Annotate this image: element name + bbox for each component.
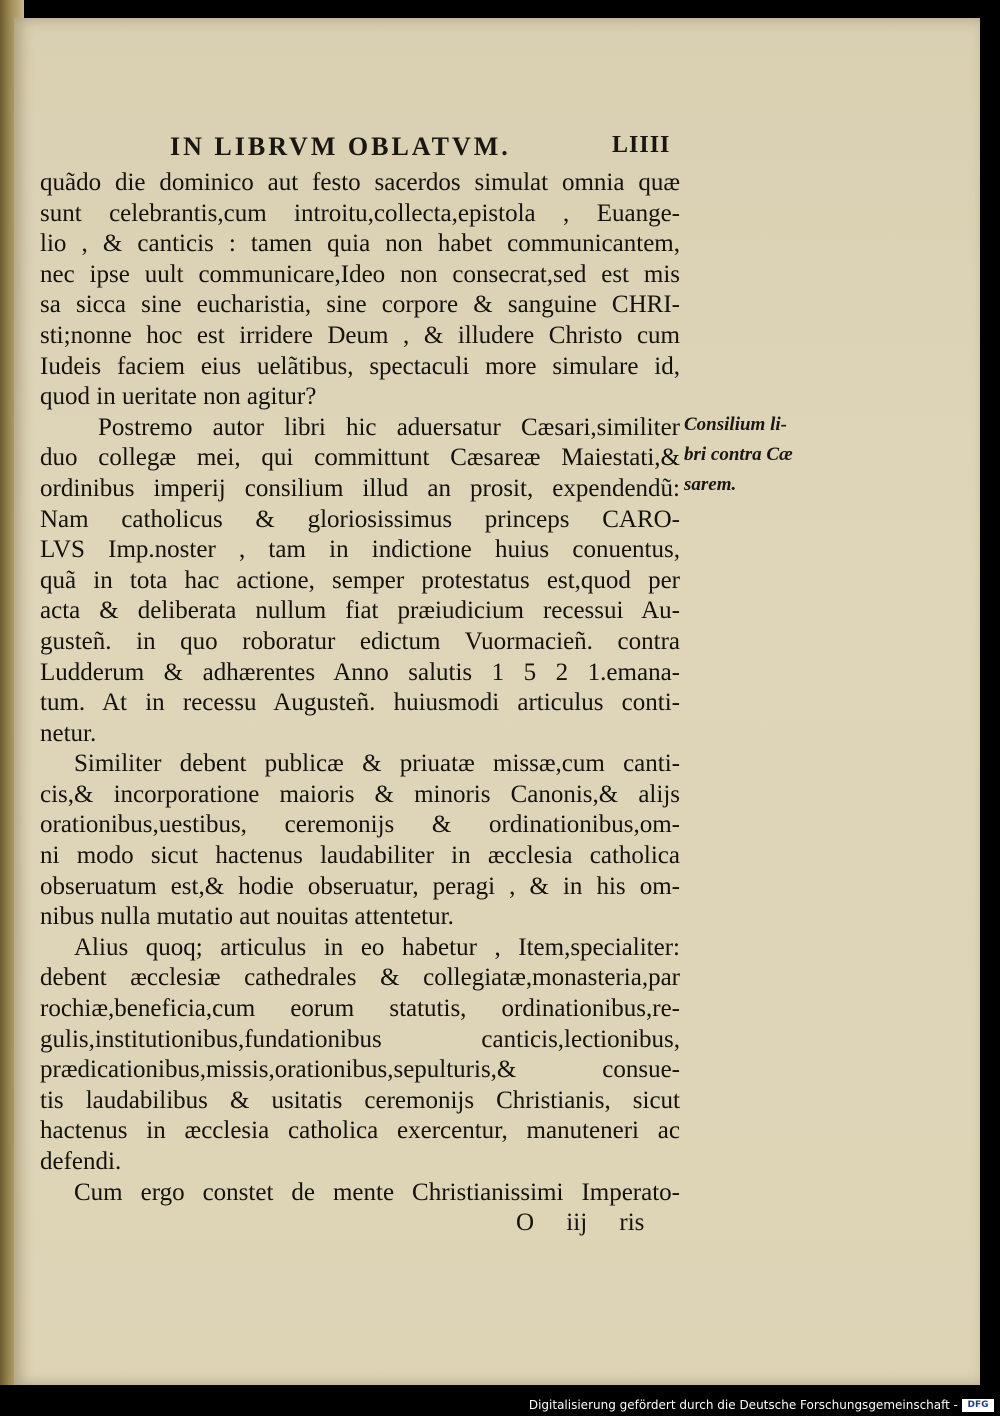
text-line: Cum ergo constet de mente Christianissimi Imperato- [74,1178,680,1206]
text-line: debent æcclesiæ cathedrales & collegiatæ,monasteria,par [40,964,680,992]
text-line: netur. [40,719,97,747]
text-line: ni modo sicut hactenus laudabiliter in æcclesia catholica [40,842,680,870]
text-line: Alius quoq; articulus in eo habetur , Item,specialiter: [74,933,680,961]
text-line: prædicationibus,missis,orationibus,sepulturis,& consue- [40,1056,680,1084]
text-line: defendi. [40,1148,122,1175]
text-line: nibus nulla mutatio aut nouitas attentetur. [40,903,454,931]
text-line: hactenus in æcclesia catholica exercentur, manuteneri ac [40,1117,680,1145]
text-line: Postremo autor libri hic aduersatur Cæsari,similiter [98,413,680,441]
text-line: quod in ueritate non agitur? [40,383,317,411]
text-line: gusteñ. in quo roboratur edictum Vuormacieñ. contra [40,627,680,655]
running-title: IN LIBRVM OBLATVM. [170,132,511,161]
text-line: rochiæ,beneficia,cum eorum statutis, ordinationibus,re- [40,995,680,1023]
text-line: nec ipse uult communicare,Ideo non consecrat,sed est mis [40,260,680,288]
dfg-logo: DFG [962,1399,994,1412]
text-line: orationibus,uestibus, ceremonijs & ordinationibus,om- [40,811,680,839]
text-line: sa sicca sine eucharistia, sine corpore & sanguine CHRI- [40,291,680,319]
main-text-block [40,168,680,1239]
marginal-note-line: Consilium li- [684,414,787,435]
text-line: acta & deliberata nullum fiat præiudicium recessui Au- [40,597,680,625]
text-line: cis,& incorporatione maioris & minoris Canonis,& alijs [40,780,680,808]
marginal-note-line: sarem. [684,474,737,495]
text-line: sunt celebrantis,cum introitu,collecta,epistola , Euange- [40,199,680,227]
text-line: Iudeis faciem eius uelãtibus, spectaculi more simulare id, [40,352,680,380]
folio-number: LIIII [612,132,671,158]
text-line: LVS Imp.noster , tam in indictione huius conuentus, [40,536,680,564]
text-line: Nam catholicus & gloriosissimus princeps CARO- [40,505,680,533]
footer-bar [0,1395,1000,1416]
marginal-note [684,410,814,500]
text-line: quãdo die dominico aut festo sacerdos simulat omnia quæ [40,169,680,196]
text-line: lio , & canticis : tamen quia non habet communicantem, [40,230,680,258]
text-line: Ludderum & adhærentes Anno salutis 1 5 2 1.emana- [40,658,680,686]
text-line: ordinibus imperij consilium illud an prosit, expendendũ: [40,474,680,502]
funding-credit: Digitalisierung gefördert durch die Deutsche Forschungsgemeinschaft - [528,1398,958,1412]
text-line: obseruatum est,& hodie obseruatur, peragi , & in his om- [40,872,680,900]
text-line: tis laudabilibus & usitatis ceremonijs Christianis, sicut [40,1086,680,1114]
marginal-note-line: bri contra Cæ [684,444,793,465]
catchword-line: O iij ris [516,1209,645,1237]
text-line: Similiter debent publicæ & priuatæ missæ,cum canti- [74,750,680,778]
text-line: sti;nonne hoc est irridere Deum , & illudere Christo cum [40,321,680,349]
text-line: duo collegæ mei, qui committunt Cæsareæ Maiestati,& [40,444,680,472]
text-line: tum. At in recessu Augusteñ. huiusmodi articulus conti- [40,689,680,717]
text-line: gulis,institutionibus,fundationibus canticis,lectionibus, [40,1025,680,1053]
text-line: quã in tota hac actione, semper protestatus est,quod per [40,566,680,594]
